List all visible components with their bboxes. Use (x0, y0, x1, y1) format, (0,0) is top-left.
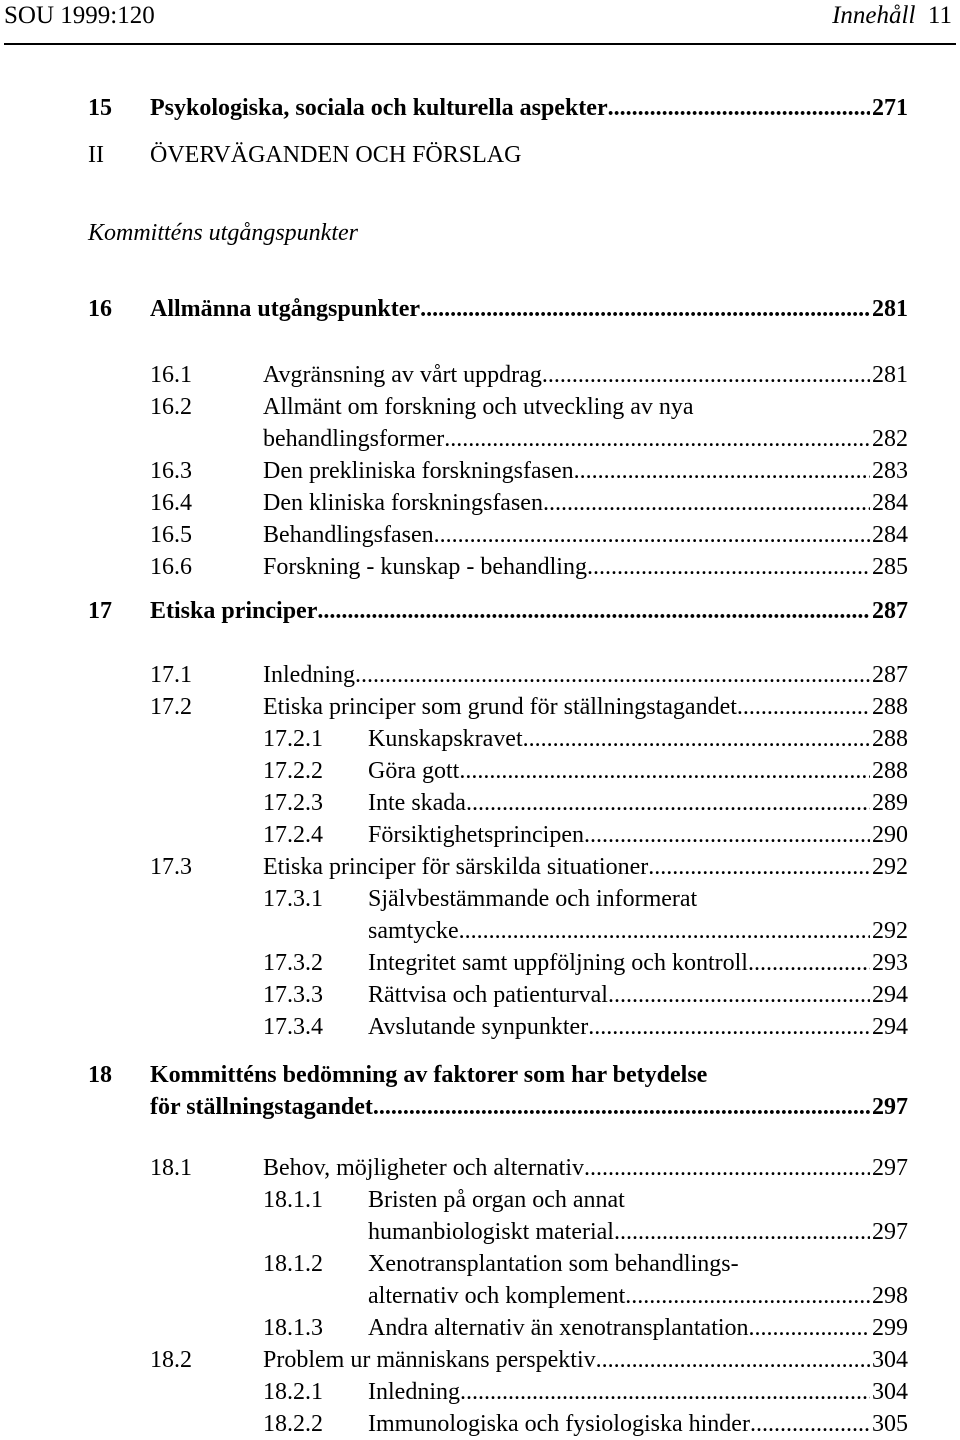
toc-entry-title: Avgränsning av vårt uppdrag (263, 362, 542, 388)
toc-entry-number: 18 (88, 1062, 112, 1088)
toc-entry-number: 17.3.4 (263, 1014, 323, 1040)
toc-entry-number: 16.1 (150, 362, 192, 388)
toc-entry-title: Behov, möjligheter och alternativ (263, 1155, 585, 1181)
toc-entry-title: Kommitténs bedömning av faktorer som har betydelse (150, 1062, 708, 1088)
toc-entry-page: 281 (872, 296, 908, 322)
toc-entry-title: Etiska principer som grund för ställningstagandet (263, 694, 737, 720)
toc-entry-title: Andra alternativ än xenotransplantation (368, 1315, 749, 1341)
toc-entry-page: 287 (872, 662, 908, 688)
toc-entry-number: 18.1 (150, 1155, 192, 1181)
toc-entry-title: Inte skada (368, 790, 466, 816)
toc-entry-page: 292 (872, 918, 908, 944)
toc-entry-page: 292 (872, 854, 908, 880)
dot-leader (543, 490, 870, 517)
dot-leader (584, 1155, 870, 1182)
dot-leader (542, 362, 870, 389)
header-section (832, 2, 952, 30)
toc-entry-title: humanbiologiskt material (368, 1219, 614, 1245)
toc-entry-page: 284 (872, 490, 908, 516)
toc-entry-number: 17.2.4 (263, 822, 323, 848)
toc-entry-page: 305 (872, 1411, 908, 1437)
toc-entry-title: Rättvisa och patienturval (368, 982, 608, 1008)
toc-entry-number: 15 (88, 95, 112, 121)
dot-leader (737, 694, 870, 721)
toc-entry-page: 271 (872, 95, 908, 121)
toc-entry-page: 297 (872, 1155, 908, 1181)
toc-entry-title: Inledning (368, 1379, 460, 1405)
dot-leader (460, 1379, 870, 1406)
toc-entry-title: Avslutande synpunkter (368, 1014, 589, 1040)
toc-entry-number: 18.1.3 (263, 1315, 323, 1341)
toc-entry-title: ÖVERVÄGANDEN OCH FÖRSLAG (150, 142, 522, 168)
toc-entry-title: Integritet samt uppföljning och kontroll (368, 950, 748, 976)
toc-entry-number: 17.2.1 (263, 726, 323, 752)
toc-entry-title: Psykologiska, sociala och kulturella aspekter (150, 95, 608, 121)
toc-entry-title: Behandlingsfasen (263, 522, 434, 548)
toc-entry-number: 16 (88, 296, 112, 322)
toc-entry-page: 284 (872, 522, 908, 548)
toc-entry-page: 298 (872, 1283, 908, 1309)
toc-entry-page: 297 (872, 1094, 908, 1120)
toc-entry-page: 288 (872, 694, 908, 720)
dot-leader (608, 982, 870, 1009)
dot-leader (587, 554, 870, 581)
dot-leader (317, 598, 870, 625)
toc-entry-number: 16.4 (150, 490, 192, 516)
toc-entry-page: 290 (872, 822, 908, 848)
toc-entry-title: Allmänna utgångspunkter (150, 296, 421, 322)
toc-entry-page: 293 (872, 950, 908, 976)
toc-entry-title: Xenotransplantation som behandlings- (368, 1251, 739, 1277)
toc-entry-number: 17 (88, 598, 112, 624)
toc-entry-page: 304 (872, 1347, 908, 1373)
toc-entry-title: samtycke (368, 918, 459, 944)
toc-entry-number: 18.2.1 (263, 1379, 323, 1405)
dot-leader (574, 458, 870, 485)
toc-part-heading: Kommitténs utgångspunkter (88, 220, 358, 246)
toc-entry-page: 297 (872, 1219, 908, 1245)
toc-entry-number: 16.2 (150, 394, 192, 420)
toc-entry-title: Allmänt om forskning och utveckling av nya (263, 394, 694, 420)
toc-entry-page: 294 (872, 1014, 908, 1040)
toc-entry-page: 289 (872, 790, 908, 816)
toc-entry-title: Försiktighetsprincipen (368, 822, 584, 848)
toc-entry-number: 17.2.2 (263, 758, 323, 784)
toc-entry-page: 283 (872, 458, 908, 484)
header-rule (4, 43, 956, 45)
toc-entry-page: 288 (872, 726, 908, 752)
dot-leader (614, 1219, 870, 1246)
dot-leader (584, 822, 870, 849)
toc-entry-number: 16.6 (150, 554, 192, 580)
toc-entry-title: alternativ och komplement (368, 1283, 626, 1309)
toc-entry-title: behandlingsformer (263, 426, 445, 452)
toc-entry-page: 281 (872, 362, 908, 388)
dot-leader (444, 426, 870, 453)
toc-entry-title: Kunskapskravet (368, 726, 523, 752)
dot-leader (750, 1411, 870, 1438)
dot-leader (648, 854, 870, 881)
page-header (0, 0, 960, 46)
toc-entry-title: Forskning - kunskap - behandling (263, 554, 587, 580)
toc-entry-number: 17.3.2 (263, 950, 323, 976)
toc-entry-number: 17.1 (150, 662, 192, 688)
toc-entry-title: Inledning (263, 662, 355, 688)
toc-entry-title: Etiska principer för särskilda situationer (263, 854, 649, 880)
toc-entry-number: 18.2 (150, 1347, 192, 1373)
toc-entry-number: 16.3 (150, 458, 192, 484)
toc-entry-number: II (88, 142, 104, 168)
toc-entry-title: för ställningstagandet (150, 1094, 373, 1120)
dot-leader (625, 1283, 870, 1310)
toc-entry-number: 17.3.1 (263, 886, 323, 912)
toc-entry-page: 285 (872, 554, 908, 580)
toc-entry-page: 294 (872, 982, 908, 1008)
toc-entry-number: 17.3 (150, 854, 192, 880)
dot-leader (596, 1347, 870, 1374)
dot-leader (459, 918, 870, 945)
dot-leader (748, 950, 870, 977)
dot-leader (420, 296, 870, 323)
dot-leader (355, 662, 870, 689)
toc-entry-number: 18.1.1 (263, 1187, 323, 1213)
toc-entry-page: 282 (872, 426, 908, 452)
dot-leader (523, 726, 870, 753)
toc-entry-number: 17.2 (150, 694, 192, 720)
toc-entry-title: Den prekliniska forskningsfasen (263, 458, 574, 484)
toc-entry-number: 18.2.2 (263, 1411, 323, 1437)
toc-entry-title: Etiska principer (150, 598, 318, 624)
dot-leader (588, 1014, 870, 1041)
dot-leader (434, 522, 870, 549)
dot-leader (608, 95, 870, 122)
dot-leader (459, 758, 870, 785)
dot-leader (373, 1094, 870, 1121)
toc-entry-title: Immunologiska och fysiologiska hinder (368, 1411, 750, 1437)
toc-entry-number: 17.3.3 (263, 982, 323, 1008)
toc-entry-title: Bristen på organ och annat (368, 1187, 625, 1213)
dot-leader (749, 1315, 870, 1342)
toc-entry-page: 304 (872, 1379, 908, 1405)
toc-entry-title: Problem ur människans perspektiv (263, 1347, 596, 1373)
dot-leader (466, 790, 870, 817)
toc-entry-number: 18.1.2 (263, 1251, 323, 1277)
header-page-number: 11 (927, 2, 952, 29)
document-id: SOU 1999:120 (4, 2, 155, 29)
toc-entry-title: Göra gott (368, 758, 460, 784)
toc-entry-page: 287 (872, 598, 908, 624)
toc-entry-page: 288 (872, 758, 908, 784)
header-section-label: Innehåll (832, 2, 916, 29)
toc-entry-page: 299 (872, 1315, 908, 1341)
toc-entry-title: Självbestämmande och informerat (368, 886, 698, 912)
toc-entry-number: 17.2.3 (263, 790, 323, 816)
toc-entry-title: Den kliniska forskningsfasen (263, 490, 543, 516)
toc-entry-number: 16.5 (150, 522, 192, 548)
